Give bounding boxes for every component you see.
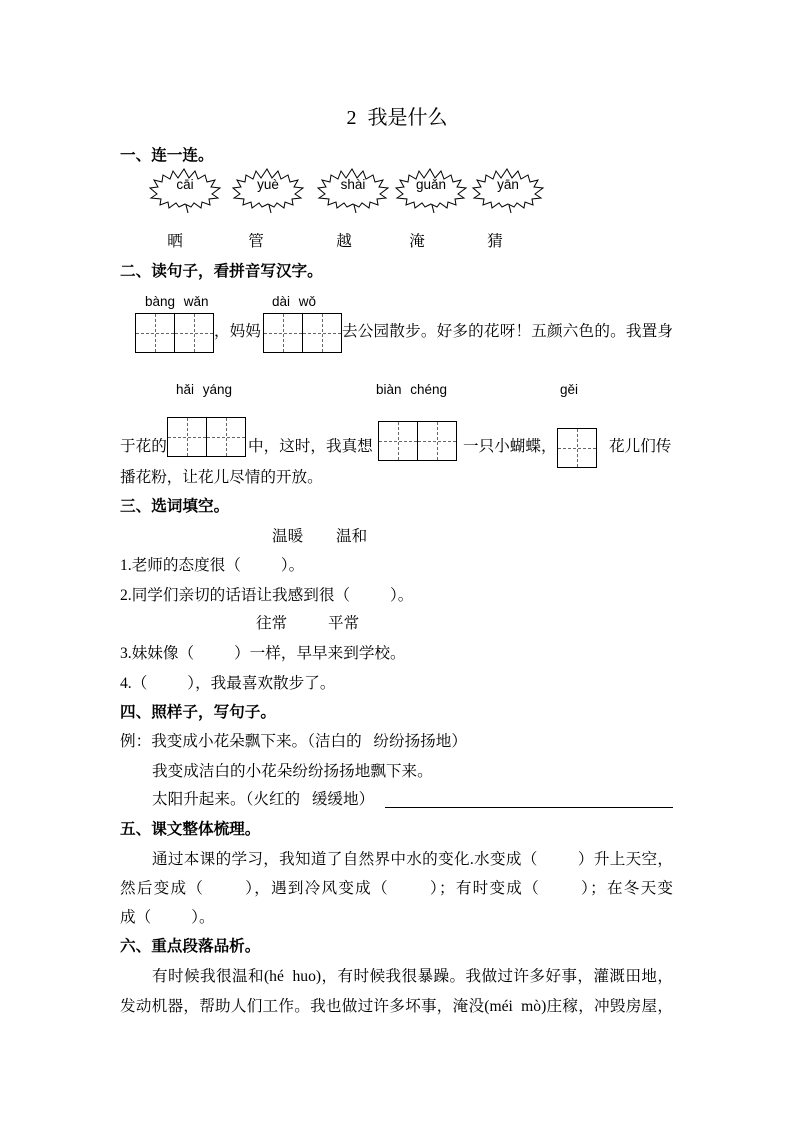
leaf-pinyin: yān bbox=[497, 177, 519, 192]
sentence-text: 一只小蝴蝶， bbox=[463, 438, 557, 455]
fill-blank-question bbox=[120, 674, 335, 694]
answer-underline bbox=[385, 807, 673, 808]
summary-text: 通过本课的学习，我知道了自然界中水的变化.水变成（ bbox=[152, 851, 538, 868]
pinyin-leaf bbox=[395, 168, 467, 214]
match-character: 管 bbox=[248, 233, 264, 250]
section-heading-paragraph-analysis: 六、重点段落品析。 bbox=[120, 938, 261, 955]
question-text: ）。 bbox=[280, 557, 305, 574]
question-text: 1.老师的态度很（ bbox=[120, 557, 241, 574]
pinyin-prompt: biàn chéng bbox=[376, 382, 448, 397]
pinyin-prompt: dài wǒ bbox=[272, 294, 317, 309]
writing-cell bbox=[302, 313, 342, 353]
summary-line bbox=[120, 879, 673, 899]
example-sentence: 例：我变成小花朵飘下来。（洁白的 纷纷扬扬地） bbox=[120, 733, 467, 750]
summary-line bbox=[152, 850, 673, 870]
writing-grid bbox=[263, 313, 342, 353]
writing-grid bbox=[167, 417, 246, 457]
paragraph-line: 发动机器，帮助人们工作。我也做过许多坏事，淹没(méi mò)庄稼，冲毁房屋， bbox=[120, 998, 673, 1015]
writing-cell bbox=[263, 313, 303, 353]
summary-text: 成（ bbox=[120, 909, 152, 926]
word-option: 往常 bbox=[256, 615, 288, 632]
sentence-text: 去公园散步。好多的花呀！五颜六色的。我置身 bbox=[342, 323, 673, 340]
fill-blank-question bbox=[120, 586, 413, 606]
page-title: 2 我是什么 bbox=[346, 107, 448, 129]
word-option: 平常 bbox=[328, 615, 360, 632]
match-character: 越 bbox=[336, 233, 352, 250]
word-option: 温和 bbox=[336, 528, 368, 545]
section-heading-word-choice: 三、选词填空。 bbox=[120, 498, 230, 515]
task-sentence: 太阳升起来。（火红的 缓缓地） bbox=[152, 791, 375, 808]
fill-blank-question bbox=[120, 556, 304, 576]
question-text: 2.同学们亲切的话语让我感到很（ bbox=[120, 587, 351, 604]
pinyin-prompt: bàng wǎn bbox=[145, 294, 209, 309]
pinyin-leaf bbox=[232, 168, 304, 214]
question-text: 3.妹妹像（ bbox=[120, 645, 195, 662]
writing-cell bbox=[174, 313, 214, 353]
match-character: 淹 bbox=[409, 233, 425, 250]
fill-blank-question bbox=[120, 644, 406, 664]
section-heading-sentence-writing: 四、照样子，写句子。 bbox=[120, 704, 276, 721]
pinyin-prompt: gěi bbox=[560, 382, 579, 397]
writing-grid bbox=[378, 421, 457, 461]
writing-cell bbox=[557, 428, 597, 468]
leaf-pinyin: shài bbox=[340, 177, 366, 192]
pinyin-prompt: hǎi yáng bbox=[176, 382, 233, 397]
writing-cell bbox=[167, 417, 207, 457]
word-option: 温暖 bbox=[272, 528, 304, 545]
sentence-text: 于花的 bbox=[120, 438, 167, 455]
writing-cell bbox=[417, 421, 457, 461]
sentence-text: ，妈妈 bbox=[214, 323, 261, 340]
writing-cell bbox=[135, 313, 175, 353]
pinyin-leaf bbox=[472, 168, 544, 214]
section-heading-text-summary: 五、课文整体梳理。 bbox=[120, 821, 261, 838]
summary-text: ）。 bbox=[191, 909, 215, 926]
paragraph-line: 有时候我很温和(hé huo)，有时候我很暴躁。我做过许多好事，灌溉田地， bbox=[152, 968, 673, 985]
writing-grid bbox=[135, 313, 214, 353]
summary-text: ），遇到冷风变成（ bbox=[244, 880, 389, 897]
question-text: ）。 bbox=[390, 587, 414, 604]
summary-text: ）；有时变成（ bbox=[428, 880, 540, 897]
writing-cell bbox=[378, 421, 418, 461]
section-heading-match: 一、连一连。 bbox=[120, 147, 214, 164]
section-heading-pinyin-writing: 二、读句子，看拼音写汉字。 bbox=[120, 263, 323, 280]
leaf-pinyin: cāi bbox=[176, 177, 194, 192]
match-character: 猜 bbox=[487, 233, 503, 250]
summary-text: ）升上天空， bbox=[577, 851, 673, 868]
sentence-text: 中，这时，我真想 bbox=[248, 438, 373, 455]
match-character: 晒 bbox=[167, 233, 183, 250]
question-text: 4.（ bbox=[120, 675, 148, 692]
summary-text: 然后变成（ bbox=[120, 880, 205, 897]
sentence-text: 花儿们传 bbox=[609, 438, 672, 455]
summary-text: ）；在冬天变 bbox=[579, 880, 673, 897]
pinyin-leaf bbox=[149, 168, 221, 214]
question-text: ），我最喜欢散步了。 bbox=[187, 675, 336, 692]
leaf-pinyin: guǎn bbox=[415, 177, 447, 192]
leaf-pinyin: yuè bbox=[257, 177, 279, 192]
summary-line bbox=[120, 908, 215, 928]
example-answer: 我变成洁白的小花朵纷纷扬扬地飘下来。 bbox=[152, 763, 433, 780]
pinyin-leaf bbox=[317, 168, 389, 214]
writing-grid bbox=[557, 428, 597, 468]
sentence-text: 播花粉，让花儿尽情的开放。 bbox=[120, 469, 323, 486]
question-text: ）一样，早早来到学校。 bbox=[234, 645, 406, 662]
writing-cell bbox=[206, 417, 246, 457]
